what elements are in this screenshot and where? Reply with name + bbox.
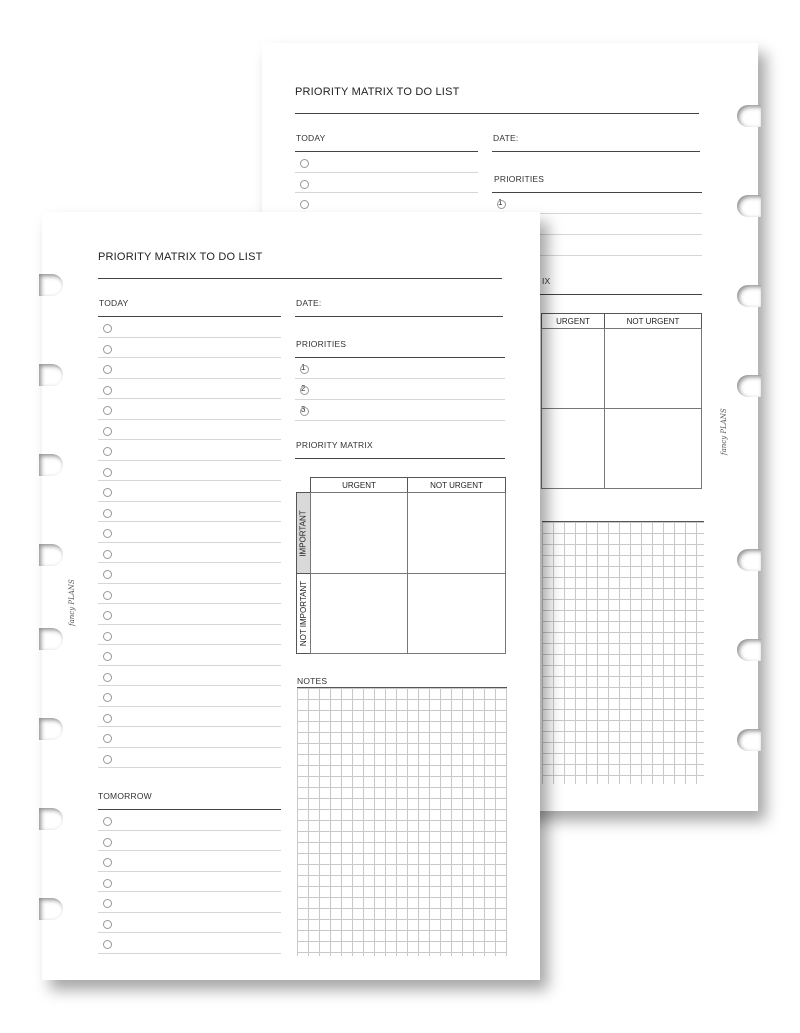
list-item bbox=[98, 563, 281, 584]
disc-notch bbox=[737, 729, 761, 751]
disc-notch bbox=[39, 274, 63, 296]
list-item bbox=[98, 892, 281, 913]
checkbox-circle[interactable] bbox=[103, 652, 112, 661]
list-item bbox=[98, 522, 281, 543]
disc-notch bbox=[39, 364, 63, 386]
disc-notch bbox=[737, 549, 761, 571]
list-item bbox=[98, 810, 281, 831]
matrix-cell[interactable] bbox=[541, 328, 605, 409]
list-item bbox=[98, 338, 281, 359]
checkbox-circle[interactable] bbox=[103, 591, 112, 600]
list-item bbox=[295, 193, 478, 214]
priority-number: 1 bbox=[498, 198, 503, 207]
priority-row bbox=[295, 400, 505, 421]
priorities-label: PRIORITIES bbox=[494, 174, 545, 184]
list-item bbox=[98, 645, 281, 666]
list-item bbox=[98, 831, 281, 852]
date-label: DATE: bbox=[296, 298, 322, 308]
checkbox-circle[interactable] bbox=[103, 509, 112, 518]
tomorrow-label: TOMORROW bbox=[98, 791, 152, 801]
priority-row bbox=[295, 358, 505, 379]
disc-notch bbox=[39, 718, 63, 740]
page-title: PRIORITY MATRIX TO DO LIST bbox=[98, 251, 263, 263]
matrix-cell-noturgent-important[interactable] bbox=[407, 492, 506, 574]
matrix-col-urgent: URGENT bbox=[541, 313, 605, 329]
brand-logo: fancy PLANS bbox=[68, 579, 76, 626]
today-list bbox=[295, 152, 478, 214]
checkbox-circle[interactable] bbox=[103, 365, 112, 374]
list-item bbox=[295, 152, 478, 173]
list-item bbox=[98, 584, 281, 605]
priorities-list bbox=[295, 358, 505, 421]
disc-notch bbox=[39, 628, 63, 650]
today-label: TODAY bbox=[99, 298, 129, 308]
priority-number: 1 bbox=[301, 363, 306, 372]
list-item bbox=[98, 748, 281, 769]
checkbox-circle[interactable] bbox=[103, 755, 112, 764]
matrix-cell-urgent-notimportant[interactable] bbox=[310, 573, 408, 654]
disc-notch bbox=[737, 105, 761, 127]
brand-logo: fancy PLANS bbox=[720, 408, 728, 455]
disc-notch bbox=[737, 639, 761, 661]
priority-number: 3 bbox=[301, 405, 306, 414]
disc-notch bbox=[39, 898, 63, 920]
checkbox-circle[interactable] bbox=[300, 386, 309, 395]
disc-notch bbox=[39, 544, 63, 566]
checkbox-circle[interactable] bbox=[103, 427, 112, 436]
list-item bbox=[98, 686, 281, 707]
matrix-label-partial: IX bbox=[542, 276, 551, 286]
checkbox-circle[interactable] bbox=[103, 406, 112, 415]
matrix-col-urgent: URGENT bbox=[310, 477, 408, 493]
list-item bbox=[98, 543, 281, 564]
disc-notch bbox=[737, 195, 761, 217]
checkbox-circle[interactable] bbox=[300, 365, 309, 374]
list-item bbox=[98, 358, 281, 379]
list-item bbox=[98, 379, 281, 400]
checkbox-circle[interactable] bbox=[103, 324, 112, 333]
checkbox-circle[interactable] bbox=[103, 447, 112, 456]
checkbox-circle[interactable] bbox=[103, 468, 112, 477]
list-item bbox=[98, 440, 281, 461]
checkbox-circle[interactable] bbox=[103, 879, 112, 888]
checkbox-circle[interactable] bbox=[103, 611, 112, 620]
list-item bbox=[98, 727, 281, 748]
matrix-cell-urgent-important[interactable] bbox=[310, 492, 408, 574]
list-item bbox=[98, 872, 281, 893]
checkbox-circle[interactable] bbox=[103, 345, 112, 354]
disc-notch bbox=[39, 454, 63, 476]
title-divider bbox=[98, 278, 502, 279]
matrix-row-not-important-label: NOT IMPORTANT bbox=[299, 580, 308, 647]
matrix-cell[interactable] bbox=[541, 408, 605, 489]
checkbox-circle[interactable] bbox=[300, 200, 309, 209]
list-item bbox=[98, 666, 281, 687]
checkbox-circle[interactable] bbox=[103, 940, 112, 949]
notes-label: NOTES bbox=[297, 676, 328, 686]
list-item bbox=[98, 707, 281, 728]
matrix-row-important bbox=[296, 492, 311, 574]
list-item bbox=[98, 399, 281, 420]
date-label: DATE: bbox=[493, 133, 519, 143]
title-divider bbox=[295, 113, 699, 114]
notes-grid[interactable] bbox=[542, 521, 704, 784]
list-item bbox=[98, 481, 281, 502]
priority-row bbox=[492, 193, 702, 214]
checkbox-circle[interactable] bbox=[103, 858, 112, 867]
checkbox-circle[interactable] bbox=[103, 734, 112, 743]
list-item bbox=[98, 933, 281, 954]
today-list bbox=[98, 317, 281, 768]
front-planner-page bbox=[42, 212, 540, 980]
list-item bbox=[295, 173, 478, 194]
checkbox-circle[interactable] bbox=[103, 570, 112, 579]
priority-number: 2 bbox=[301, 384, 306, 393]
checkbox-circle[interactable] bbox=[103, 920, 112, 929]
list-item bbox=[98, 461, 281, 482]
checkbox-circle[interactable] bbox=[103, 899, 112, 908]
matrix-col-not-urgent: NOT URGENT bbox=[604, 313, 702, 329]
checkbox-circle[interactable] bbox=[103, 838, 112, 847]
disc-notch bbox=[39, 808, 63, 830]
page-title: PRIORITY MATRIX TO DO LIST bbox=[295, 86, 460, 98]
date-divider bbox=[295, 316, 503, 317]
disc-notch bbox=[737, 285, 761, 307]
tomorrow-list bbox=[98, 810, 281, 954]
matrix-row-not-important bbox=[296, 573, 311, 654]
checkbox-circle[interactable] bbox=[497, 200, 506, 209]
matrix-cell[interactable] bbox=[604, 328, 702, 409]
checkbox-circle[interactable] bbox=[103, 632, 112, 641]
disc-notch bbox=[737, 375, 761, 397]
checkbox-circle[interactable] bbox=[300, 407, 309, 416]
list-item bbox=[98, 502, 281, 523]
list-item bbox=[98, 420, 281, 441]
matrix-cell-noturgent-notimportant[interactable] bbox=[407, 573, 506, 654]
priority-row bbox=[295, 379, 505, 400]
checkbox-circle[interactable] bbox=[103, 488, 112, 497]
list-item bbox=[98, 625, 281, 646]
checkbox-circle[interactable] bbox=[103, 817, 112, 826]
checkbox-circle[interactable] bbox=[103, 673, 112, 682]
matrix-cell[interactable] bbox=[604, 408, 702, 489]
checkbox-circle[interactable] bbox=[103, 693, 112, 702]
date-divider bbox=[492, 151, 700, 152]
checkbox-circle[interactable] bbox=[300, 180, 309, 189]
checkbox-circle[interactable] bbox=[103, 386, 112, 395]
priorities-label: PRIORITIES bbox=[296, 339, 347, 349]
checkbox-circle[interactable] bbox=[103, 714, 112, 723]
list-item bbox=[98, 851, 281, 872]
list-item bbox=[98, 913, 281, 934]
matrix-col-not-urgent: NOT URGENT bbox=[407, 477, 506, 493]
matrix-row-important-label: IMPORTANT bbox=[299, 509, 308, 557]
today-label: TODAY bbox=[296, 133, 326, 143]
checkbox-circle[interactable] bbox=[103, 550, 112, 559]
checkbox-circle[interactable] bbox=[300, 159, 309, 168]
list-item bbox=[98, 604, 281, 625]
checkbox-circle[interactable] bbox=[103, 529, 112, 538]
list-item bbox=[98, 317, 281, 338]
matrix-divider bbox=[295, 458, 505, 459]
matrix-label: PRIORITY MATRIX bbox=[296, 440, 373, 450]
notes-grid[interactable] bbox=[297, 687, 507, 956]
